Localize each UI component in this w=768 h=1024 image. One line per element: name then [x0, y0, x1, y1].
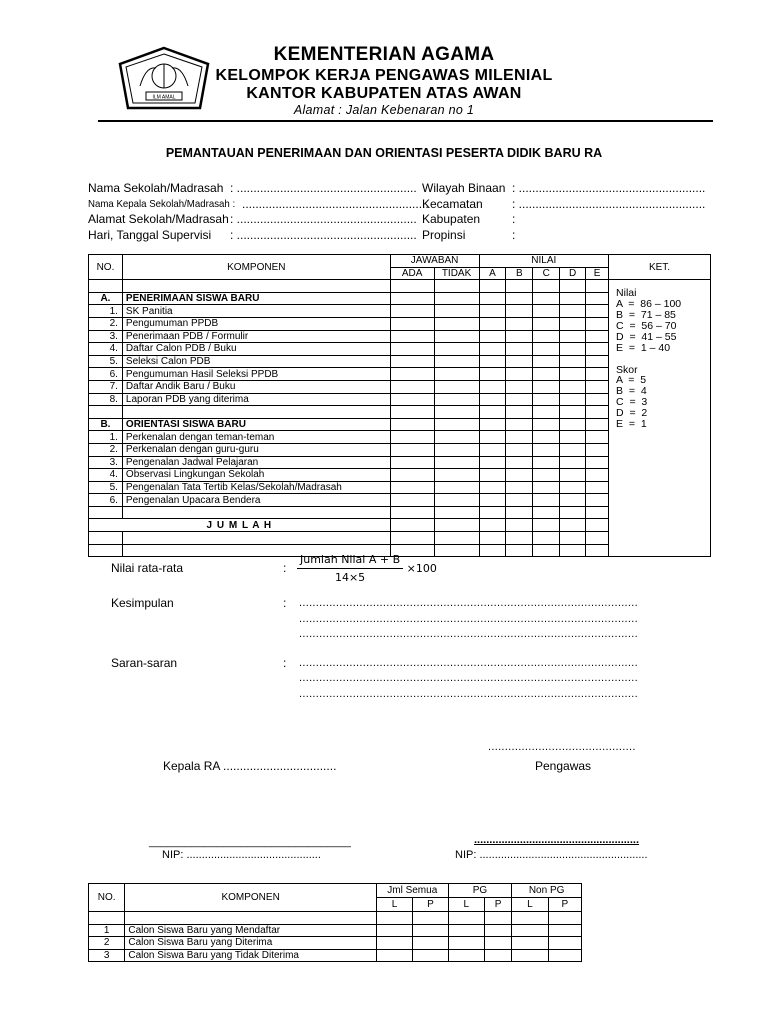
check-cell[interactable]: [533, 494, 560, 507]
signature-line-left[interactable]: _________________________________: [149, 836, 351, 848]
check-cell[interactable]: [479, 305, 506, 318]
applicant-table: NO. KOMPONEN Jml Semua PG Non PG L P L P L P 1 Calon Siswa Baru yang Mendaftar 2 Calon Siswa Baru yang Diterima 3 Calon Siswa Baru yang Tidak Diterima: [88, 883, 582, 962]
suggestion-line[interactable]: .....................................................................................................: [299, 672, 638, 684]
ministry-name: KEMENTERIAN AGAMA: [273, 44, 495, 65]
check-cell[interactable]: [586, 368, 609, 381]
col-header-nilai: NILAI: [479, 255, 609, 268]
check-cell[interactable]: [560, 368, 586, 381]
check-cell[interactable]: [506, 343, 533, 356]
col-header-d: D: [560, 267, 586, 280]
info-value: :: [512, 228, 516, 242]
check-cell[interactable]: [586, 519, 609, 532]
col-header-komponen: KOMPONEN: [125, 884, 377, 912]
table-row: 6. Pengenalan Upacara Bendera: [89, 494, 711, 507]
check-cell[interactable]: [560, 330, 586, 343]
check-cell[interactable]: [586, 330, 609, 343]
check-cell[interactable]: [434, 519, 479, 532]
table-row: 3 Calon Siswa Baru yang Tidak Diterima: [89, 949, 582, 962]
check-cell[interactable]: [506, 393, 533, 406]
office-address: Alamat : Jalan Kebenaran no 1: [293, 103, 475, 117]
info-label: Nama Sekolah/Madrasah: [88, 181, 224, 195]
check-cell[interactable]: [390, 355, 434, 368]
info-label: Kabupaten: [422, 212, 481, 226]
table-row: 2. Perkenalan dengan guru-guru: [89, 443, 711, 456]
check-cell[interactable]: [533, 317, 560, 330]
table-row: 8. Laporan PDB yang diterima: [89, 393, 711, 406]
office-name: KANTOR KABUPATEN ATAS AWAN: [246, 85, 522, 102]
count-cell[interactable]: [413, 949, 448, 962]
check-cell[interactable]: [390, 305, 434, 318]
conclusion-line[interactable]: .....................................................................................................: [299, 597, 638, 609]
count-cell[interactable]: [376, 937, 412, 950]
count-cell[interactable]: [548, 937, 581, 950]
check-cell[interactable]: [506, 317, 533, 330]
nip-left[interactable]: NIP: ............................................: [162, 849, 321, 861]
check-cell[interactable]: [586, 494, 609, 507]
check-cell[interactable]: [586, 481, 609, 494]
formula-denominator: 14×5: [297, 568, 403, 584]
form-title: PEMANTAUAN PENERIMAAN DAN ORIENTASI PESERTA DIDIK BARU RA: [165, 146, 603, 160]
count-cell[interactable]: [548, 924, 581, 937]
group-name: KELOMPOK KERJA PENGAWAS MILENIAL: [215, 67, 553, 84]
check-cell[interactable]: [506, 431, 533, 444]
check-cell[interactable]: [479, 481, 506, 494]
header-divider: [98, 120, 713, 122]
check-cell[interactable]: [533, 355, 560, 368]
col-header-jml: Jml Semua: [376, 884, 448, 898]
count-cell[interactable]: [512, 949, 548, 962]
check-cell[interactable]: [390, 343, 434, 356]
nip-right[interactable]: NIP: .......................................................: [455, 849, 648, 861]
check-cell[interactable]: [560, 393, 586, 406]
col-header-no: NO.: [89, 884, 125, 912]
count-cell[interactable]: [413, 937, 448, 950]
col-header-tidak: TIDAK: [434, 267, 479, 280]
check-cell[interactable]: [479, 469, 506, 482]
rating-label: Nilai rata-rata: [111, 561, 184, 575]
check-cell[interactable]: [506, 519, 533, 532]
check-cell[interactable]: [506, 494, 533, 507]
check-cell[interactable]: [479, 443, 506, 456]
section-row: B. ORIENTASI SISWA BARU: [89, 418, 711, 431]
suggestion-line[interactable]: .....................................................................................................: [299, 657, 638, 669]
check-cell[interactable]: [390, 494, 434, 507]
info-label: Hari, Tanggal Supervisi: [88, 228, 212, 242]
check-cell[interactable]: [479, 330, 506, 343]
suggestion-line[interactable]: .....................................................................................................: [299, 688, 638, 700]
section-row: A. PENERIMAAN SISWA BARU: [89, 292, 711, 305]
info-value[interactable]: : ......................................................: [230, 228, 417, 242]
check-cell[interactable]: [560, 456, 586, 469]
check-cell[interactable]: [560, 519, 586, 532]
info-label: Kecamatan: [422, 197, 483, 211]
check-cell[interactable]: [533, 443, 560, 456]
ket-legend: Nilai A = 86 – 100 B = 71 – 85 C = 56 – 70 D = 41 – 55 E = 1 – 40 Skor A = 5 B = 4 C = 3 D = 2 E = 1: [609, 280, 711, 557]
check-cell[interactable]: [390, 469, 434, 482]
rating-colon: :: [283, 561, 287, 575]
check-cell[interactable]: [560, 380, 586, 393]
info-value[interactable]: : ........................................................: [512, 181, 706, 195]
rating-formula: [297, 553, 437, 584]
check-cell[interactable]: [560, 431, 586, 444]
date-line[interactable]: ............................................: [488, 741, 636, 753]
check-cell[interactable]: [560, 317, 586, 330]
table-row: 4. Daftar Calon PDB / Buku: [89, 343, 711, 356]
check-cell[interactable]: [506, 368, 533, 381]
check-cell[interactable]: [560, 355, 586, 368]
info-label: Propinsi: [422, 228, 466, 242]
check-cell[interactable]: [479, 368, 506, 381]
check-cell[interactable]: [390, 519, 434, 532]
check-cell[interactable]: [533, 519, 560, 532]
formula-numerator: Jumlah Nilai A + B: [300, 553, 401, 566]
col-header-ket: KET.: [609, 255, 711, 280]
table-row: 6. Pengumuman Hasil Seleksi PPDB: [89, 368, 711, 381]
check-cell[interactable]: [506, 443, 533, 456]
check-cell[interactable]: [586, 317, 609, 330]
check-cell[interactable]: [434, 380, 479, 393]
check-cell[interactable]: [479, 519, 506, 532]
table-row: 5. Pengenalan Tata Tertib Kelas/Sekolah/Madrasah: [89, 481, 711, 494]
count-cell[interactable]: [376, 924, 412, 937]
check-cell[interactable]: [434, 469, 479, 482]
check-cell[interactable]: [390, 330, 434, 343]
check-cell[interactable]: [390, 456, 434, 469]
check-cell[interactable]: [390, 380, 434, 393]
check-cell[interactable]: [390, 393, 434, 406]
letterhead: [0, 44, 768, 117]
conclusion-line[interactable]: .....................................................................................................: [299, 628, 638, 640]
count-cell[interactable]: [512, 937, 548, 950]
check-cell[interactable]: [586, 355, 609, 368]
evaluation-table: [88, 254, 711, 557]
check-cell[interactable]: [560, 494, 586, 507]
pengawas-label: Pengawas: [535, 759, 592, 773]
check-cell[interactable]: [434, 317, 479, 330]
check-cell[interactable]: [586, 431, 609, 444]
check-cell[interactable]: [479, 393, 506, 406]
check-cell[interactable]: [533, 431, 560, 444]
info-value[interactable]: ........................................................: [242, 197, 429, 211]
check-cell[interactable]: [586, 305, 609, 318]
check-cell[interactable]: [390, 368, 434, 381]
check-cell[interactable]: [434, 481, 479, 494]
check-cell[interactable]: [586, 456, 609, 469]
check-cell[interactable]: [506, 355, 533, 368]
conclusion-label: Kesimpulan: [111, 596, 174, 610]
check-cell[interactable]: [434, 355, 479, 368]
suggestion-label: Saran-saran: [111, 656, 178, 670]
conclusion-line[interactable]: .....................................................................................................: [299, 613, 638, 625]
check-cell[interactable]: [586, 469, 609, 482]
col-header-e: E: [586, 267, 609, 280]
check-cell[interactable]: [560, 343, 586, 356]
check-cell[interactable]: [533, 305, 560, 318]
count-cell[interactable]: [484, 937, 511, 950]
jumlah-label: J U M L A H: [89, 519, 391, 532]
col-header-no: NO.: [89, 255, 123, 280]
check-cell[interactable]: [533, 368, 560, 381]
info-value: :: [512, 212, 516, 226]
check-cell[interactable]: [434, 393, 479, 406]
check-cell[interactable]: [479, 494, 506, 507]
check-cell[interactable]: [434, 443, 479, 456]
check-cell[interactable]: [479, 380, 506, 393]
col-header-b: B: [506, 267, 533, 280]
count-cell[interactable]: [376, 949, 412, 962]
col-header-a: A: [479, 267, 506, 280]
check-cell[interactable]: [390, 431, 434, 444]
check-cell[interactable]: [390, 443, 434, 456]
check-cell[interactable]: [390, 317, 434, 330]
formula-multiplier: ×100: [406, 562, 437, 575]
suggestion-colon: :: [283, 656, 287, 670]
table-row: 3. Pengenalan Jadwal Pelajaran: [89, 456, 711, 469]
check-cell[interactable]: [434, 305, 479, 318]
col-header-nonpg: Non PG: [512, 884, 582, 898]
check-cell[interactable]: [533, 343, 560, 356]
check-cell[interactable]: [533, 481, 560, 494]
count-cell[interactable]: [448, 924, 484, 937]
count-cell[interactable]: [484, 949, 511, 962]
info-label: Nama Kepala Sekolah/Madrasah :: [88, 198, 236, 210]
check-cell[interactable]: [479, 431, 506, 444]
info-value[interactable]: : ........................................................: [512, 197, 706, 211]
table-row: 3. Penerimaan PDB / Formulir: [89, 330, 711, 343]
count-cell[interactable]: [484, 924, 511, 937]
check-cell[interactable]: [560, 305, 586, 318]
kepala-label: Kepala RA ..................................: [163, 759, 337, 773]
check-cell[interactable]: [479, 317, 506, 330]
info-value[interactable]: : ......................................................: [230, 212, 417, 226]
col-header-ada: ADA: [390, 267, 434, 280]
check-cell[interactable]: [434, 456, 479, 469]
check-cell[interactable]: [479, 456, 506, 469]
check-cell[interactable]: [390, 481, 434, 494]
count-cell[interactable]: [448, 949, 484, 962]
check-cell[interactable]: [560, 481, 586, 494]
check-cell[interactable]: [586, 393, 609, 406]
check-cell[interactable]: [560, 443, 586, 456]
check-cell[interactable]: [506, 305, 533, 318]
col-header-jawaban: JAWABAN: [390, 255, 479, 268]
check-cell[interactable]: [533, 380, 560, 393]
check-cell[interactable]: [479, 355, 506, 368]
check-cell[interactable]: [506, 330, 533, 343]
check-cell[interactable]: [434, 368, 479, 381]
check-cell[interactable]: [586, 380, 609, 393]
table-row: 2. Pengumuman PPDB: [89, 317, 711, 330]
table-row: 1. Perkenalan dengan teman-teman: [89, 431, 711, 444]
check-cell[interactable]: [506, 380, 533, 393]
check-cell[interactable]: [560, 469, 586, 482]
signature-line-right[interactable]: ......................................................: [474, 834, 640, 846]
count-cell[interactable]: [413, 924, 448, 937]
check-cell[interactable]: [434, 494, 479, 507]
check-cell[interactable]: [586, 443, 609, 456]
table-row: 2 Calon Siswa Baru yang Diterima: [89, 937, 582, 950]
table-row: 1 Calon Siswa Baru yang Mendaftar: [89, 924, 582, 937]
check-cell[interactable]: [506, 469, 533, 482]
info-label: Wilayah Binaan: [422, 181, 506, 195]
check-cell[interactable]: [533, 330, 560, 343]
count-cell[interactable]: [448, 937, 484, 950]
table-row: 5. Seleksi Calon PDB: [89, 355, 711, 368]
table-row: 4. Observasi Lingkungan Sekolah: [89, 469, 711, 482]
table-row: 1. SK Panitia: [89, 305, 711, 318]
check-cell[interactable]: [586, 343, 609, 356]
spacer-row: [89, 280, 711, 293]
svg-text:ILM AMAL: ILM AMAL: [152, 94, 176, 101]
check-cell[interactable]: [533, 456, 560, 469]
check-cell[interactable]: [506, 456, 533, 469]
info-value[interactable]: : ......................................................: [230, 181, 417, 195]
check-cell[interactable]: [506, 481, 533, 494]
check-cell[interactable]: [434, 431, 479, 444]
conclusion-colon: :: [283, 596, 287, 610]
col-header-komponen: KOMPONEN: [122, 255, 390, 280]
spacer-row: [89, 912, 582, 925]
info-label: Alamat Sekolah/Madrasah: [88, 212, 229, 226]
check-cell[interactable]: [434, 330, 479, 343]
check-cell[interactable]: [533, 393, 560, 406]
count-cell[interactable]: [548, 949, 581, 962]
check-cell[interactable]: [533, 469, 560, 482]
col-header-pg: PG: [448, 884, 512, 898]
check-cell[interactable]: [434, 343, 479, 356]
col-header-c: C: [533, 267, 560, 280]
check-cell[interactable]: [479, 343, 506, 356]
table-row: 7. Daftar Andik Baru / Buku: [89, 380, 711, 393]
count-cell[interactable]: [512, 924, 548, 937]
